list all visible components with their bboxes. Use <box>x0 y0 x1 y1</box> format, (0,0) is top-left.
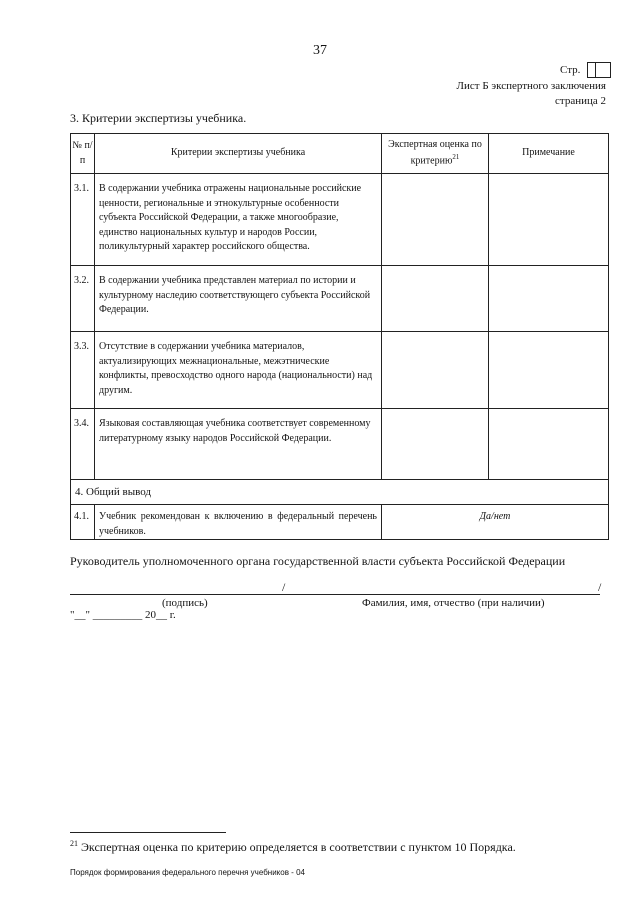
footnote-mark: 21 <box>70 839 78 848</box>
note-cell[interactable] <box>489 332 609 409</box>
note-cell[interactable] <box>489 174 609 266</box>
page-footer: Порядок формирования федерального перечня учебников - 04 <box>70 868 305 877</box>
header-num: № п/п <box>71 134 95 174</box>
page-number: 37 <box>313 43 327 58</box>
note-cell[interactable] <box>489 266 609 332</box>
sheet-title: Лист Б экспертного заключения <box>456 80 606 92</box>
table-header-row <box>71 134 609 174</box>
score-cell[interactable] <box>382 409 489 480</box>
table-row <box>71 266 609 332</box>
signature-separator-end: / <box>598 580 602 594</box>
footnote-text: Экспертная оценка по критерию определяется в соответствии с пунктом 10 Порядка. <box>81 840 516 854</box>
score-cell[interactable] <box>382 174 489 266</box>
conclusion-row <box>71 505 609 540</box>
footnote-ref: 21 <box>452 153 460 162</box>
conclusion-answer[interactable]: Да/нет <box>382 505 609 540</box>
footnote <box>70 839 516 855</box>
row-criterion: Отсутствие в содержании учебника материалов, актуализирующих межнациональные, межэтнические конфликты, превосходство одного народа (национальности) над другим. <box>95 332 382 409</box>
row-criterion: В содержании учебника представлен материал по истории и культурному наследию соответствующего субъекта Российской Федерации. <box>95 266 382 332</box>
criteria-table <box>70 133 609 540</box>
score-cell[interactable] <box>382 332 489 409</box>
page-number-box <box>587 62 611 78</box>
header-note: Примечание <box>489 134 609 174</box>
row-num: 3.3. <box>71 332 95 409</box>
table-row <box>71 174 609 266</box>
row-num: 3.1. <box>71 174 95 266</box>
conclusion-num: 4.1. <box>71 505 95 540</box>
section-title: 3. Критерии экспертизы учебника. <box>70 111 247 125</box>
table-row <box>71 409 609 480</box>
table-row <box>71 332 609 409</box>
row-num: 3.4. <box>71 409 95 480</box>
page-label: Стр. <box>560 64 581 76</box>
row-criterion: Языковая составляющая учебника соответствует современному литературному языку народов Российской Федерации. <box>95 409 382 480</box>
signature-label: (подпись) <box>162 597 208 609</box>
signature-separator: / <box>282 580 286 594</box>
signature-line[interactable] <box>70 594 600 595</box>
score-cell[interactable] <box>382 266 489 332</box>
header-score-label: Экспертная оценка по критерию <box>388 138 482 167</box>
footnote-separator <box>70 832 226 833</box>
row-criterion: В содержании учебника отражены национальные российские ценности, региональные и этнокультурные особенности субъекта Российской Федерации, а также многообразие, единство национальных культур и народов России, поликультурный характер российского общества. <box>95 174 382 266</box>
section4-row <box>71 480 609 505</box>
row-num: 3.2. <box>71 266 95 332</box>
head-person-label: Руководитель уполномоченного органа государственной власти субъекта Российской Федерации <box>70 554 566 568</box>
note-cell[interactable] <box>489 409 609 480</box>
sheet-page: страница 2 <box>555 95 606 107</box>
header-criteria: Критерии экспертизы учебника <box>95 134 382 174</box>
conclusion-text: Учебник рекомендован к включению в федеральный перечень учебников. <box>95 505 382 540</box>
header-score <box>382 134 489 174</box>
name-label: Фамилия, имя, отчество (при наличии) <box>362 597 545 609</box>
section4-title: 4. Общий вывод <box>71 480 609 505</box>
date-field[interactable]: "__" _________ 20__ г. <box>70 609 176 621</box>
